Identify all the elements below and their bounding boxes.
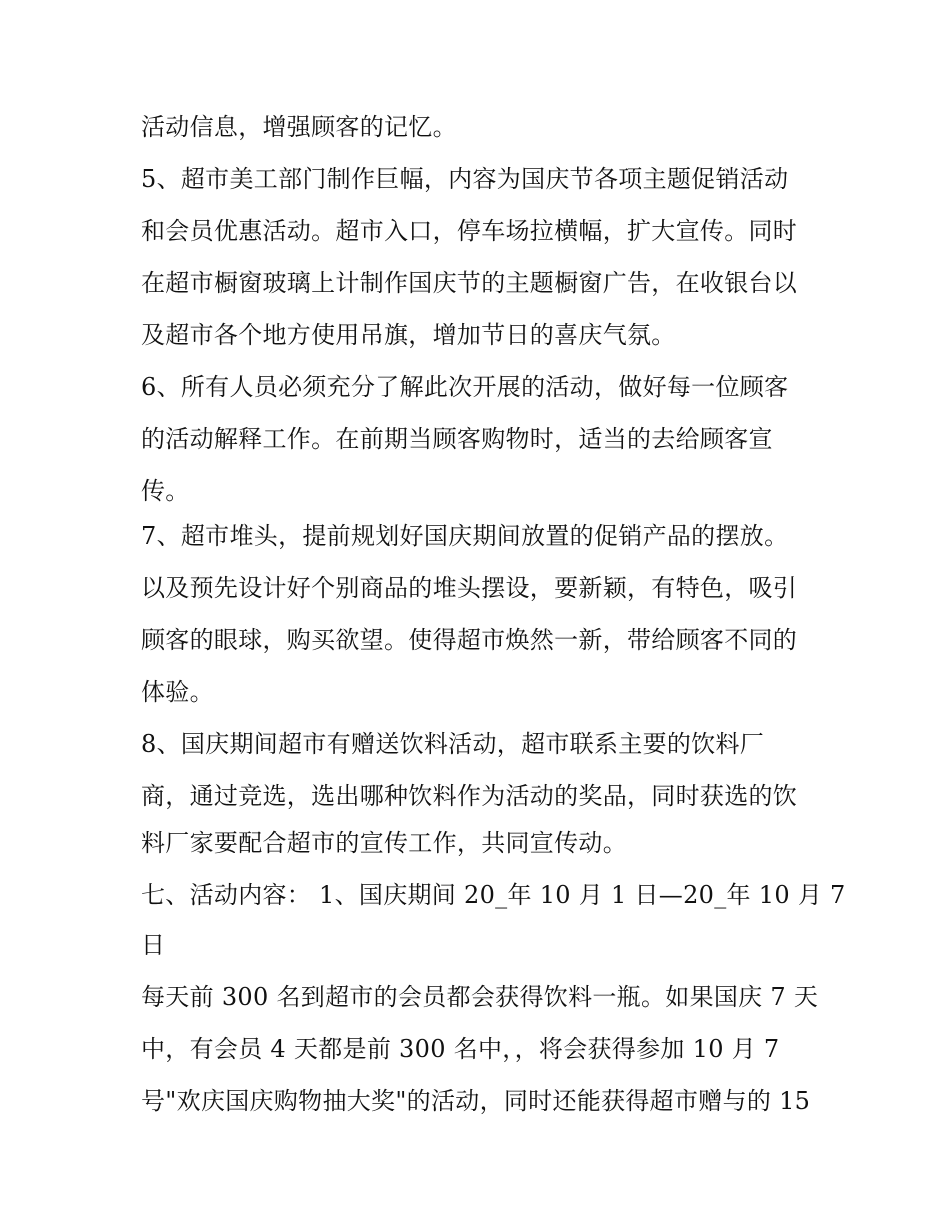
text-line: 及超市各个地方使用吊旗，增加节日的喜庆气氛。 [141, 321, 676, 349]
text-line: 日 [141, 931, 166, 959]
text-line: 传。 [141, 477, 190, 505]
text-line: 活动信息，增强顾客的记忆。 [141, 113, 457, 141]
text-line: 的活动解释工作。在前期当顾客购物时，适当的去给顾客宣 [141, 425, 773, 453]
text-line: 号"欢庆国庆购物抽大奖"的活动，同时还能获得超市赠与的 15 [141, 1087, 811, 1115]
text-line: 商，通过竞选，选出哪种饮料作为活动的奖品，同时获选的饮 [141, 782, 798, 810]
text-line: 顾客的眼球，购买欲望。使得超市焕然一新，带给顾客不同的 [141, 626, 798, 654]
text-line: 8、国庆期间超市有赠送饮料活动，超市联系主要的饮料厂 [141, 730, 765, 758]
text-line: 在超市橱窗玻璃上计制作国庆节的主题橱窗广告，在收银台以 [141, 269, 798, 297]
text-line: 料厂家要配合超市的宣传工作，共同宣传动。 [141, 829, 627, 857]
text-line: 中，有会员 4 天都是前 300 名中，，将会获得参加 10 月 7 [141, 1035, 780, 1063]
text-line: 7、超市堆头，提前规划好国庆期间放置的促销产品的摆放。 [141, 522, 789, 550]
text-line: 5、超市美工部门制作巨幅，内容为国庆节各项主题促销活动 [141, 165, 789, 193]
text-line: 和会员优惠活动。超市入口，停车场拉横幅，扩大宣传。同时 [141, 217, 798, 245]
text-line: 七、活动内容： 1、国庆期间 20_年 10 月 1 日—20_年 10 月 7 [141, 881, 846, 909]
text-line: 每天前 300 名到超市的会员都会获得饮料一瓶。如果国庆 7 天 [141, 983, 819, 1011]
text-line: 6、所有人员必须充分了解此次开展的活动，做好每一位顾客 [141, 373, 789, 401]
text-line: 体验。 [141, 678, 214, 706]
text-line: 以及预先设计好个别商品的堆头摆设，要新颖，有特色，吸引 [141, 574, 798, 602]
